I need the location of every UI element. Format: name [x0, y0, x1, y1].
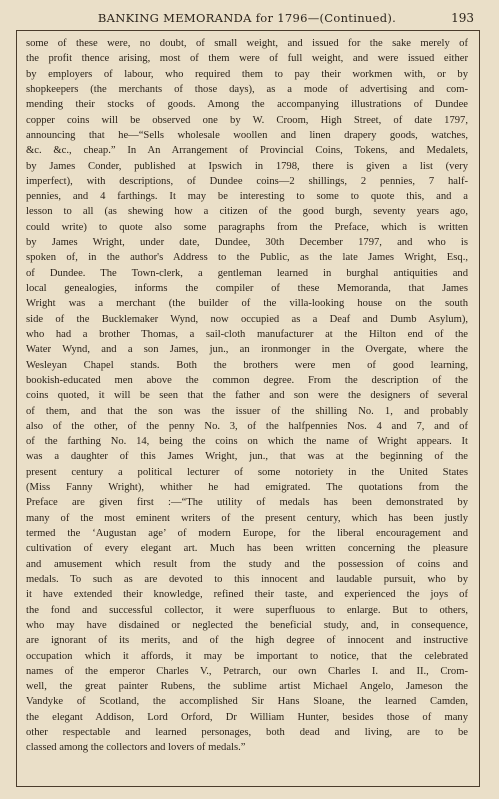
- text-line: present century a political lecturer of some notoriety in the United States: [26, 466, 468, 478]
- text-line: are ignorant of its merits, and of the high degree of innocent and instructive: [26, 635, 468, 647]
- text-line: the profit thence arising, most of them were of full weight, and were issued either: [26, 53, 468, 65]
- text-line: Wesleyan Chapel stands. Both the brothers were men of good learning,: [26, 359, 468, 371]
- text-line: other respectable and learned personages, both dead and living, are to be: [26, 727, 468, 739]
- text-line: by employers of labour, who required them to pay their workmen with, or by: [26, 68, 468, 80]
- text-line: could write) to quote also some paragraphs from the Preface, which is written: [26, 221, 468, 233]
- page-header: [16, 11, 478, 27]
- text-line: of Dundee. The Town-clerk, a gentleman learned in burghal antiquities and: [26, 267, 468, 279]
- text-line: bookish-educated men above the common degree. From the description of the: [26, 374, 468, 386]
- text-line: who had a brother Thomas, a sail-cloth manufacturer at the Hilton end of the: [26, 328, 468, 340]
- text-line: the fond and successful collector, it were superfluous to enlarge. But to others,: [26, 604, 468, 616]
- text-line: Preface are given first :—“The utility of medals has been demonstrated by: [26, 497, 468, 509]
- text-line: termed the ‘Augustan age’ of modern Europe, for the liberal encouragement and: [26, 528, 468, 539]
- text-line: the elegant Addison, Lord Orford, Dr William Hunter, besides those of many: [26, 711, 468, 723]
- text-line: occupation which it affords, it may be important to notice, that the celebrated: [26, 650, 468, 662]
- text-line: &c. &c., cheap.” In An Arrangement of Provincial Coins, Tokens, and Medalets,: [26, 145, 468, 157]
- text-line: imperfect), with descriptions, of Dundee coins—2 shillings, 2 pennies, 7 half-: [26, 175, 468, 187]
- text-line: side of the Bucklemaker Wynd, now occupied as a Deaf and Dumb Asylum),: [26, 313, 468, 325]
- text-line: some of these were, no doubt, of small weight, and issued for the sake merely of: [26, 38, 468, 49]
- text-line: Water Wynd, and a son James, jun., an ironmonger in the Overgate, where the: [26, 344, 468, 356]
- text-line: by James Conder, published at Ipswich in 1798, there is given a list (very: [26, 160, 468, 172]
- body-text: [26, 36, 468, 756]
- page-number: 193: [451, 11, 474, 25]
- text-line: Vandyke of Scotland, the accomplished Sir Hans Sloane, the learned Camden,: [26, 696, 468, 708]
- text-line: (Miss Fanny Wright), whither he had emigrated. The quotations from the: [26, 482, 468, 494]
- text-line: shopkeepers (the merchants of those days), as a mode of advertising and com-: [26, 83, 468, 95]
- text-line: also of the other, of the penny No. 3, of the halfpennies Nos. 4 and 7, and of: [26, 420, 468, 432]
- text-line: was a daughter of this James Wright, jun., that was at the beginning of the: [26, 451, 468, 463]
- text-line: and amusement which result from the study and the possession of coins and: [26, 558, 468, 570]
- text-line: who may have disdained or neglected the beneficial study, and, in consequence,: [26, 619, 468, 631]
- text-line: copper coins will be observed one by W. Croom, High Street, of date 1797,: [26, 114, 468, 126]
- text-line: well, the great painter Rubens, the sublime artist Michael Angelo, Jameson the: [26, 681, 468, 693]
- running-title: BANKING MEMORANDA for 1796—(Continued).: [97, 11, 397, 25]
- text-line: local genealogies, informs the compiler of these Memoranda, that James: [26, 283, 468, 294]
- text-line: of them, and that the son was the issuer of the shilling No. 1, and probably: [26, 405, 468, 417]
- text-line: cultivation of every elegant art. Much has been written concerning the pleasure: [26, 543, 468, 555]
- text-line: coins quoted, it will be seen that the father and son were the designers of several: [26, 390, 468, 402]
- text-line: many of the most eminent writers of the present century, which has been justly: [26, 512, 468, 524]
- text-line: lesson to all (as shewing how a citizen of the good burgh, seventy years ago,: [26, 206, 468, 218]
- text-line: spoken of, in the author's Address to the Public, as the late James Wright, Esq.,: [26, 252, 468, 264]
- text-line: by James Wright, under date, Dundee, 30th December 1797, and who is: [26, 237, 468, 249]
- text-line: of the farthing No. 14, being the coins on which the name of Wright appears. It: [26, 436, 468, 448]
- text-line: mending their stocks of goods. Among the accompanying illustrations of Dundee: [26, 99, 468, 111]
- text-line: Wright was a merchant (the builder of the villa-looking house on the south: [26, 298, 468, 310]
- text-line: announcing that he—“Sells wholesale woollen and linen drapery goods, watches,: [26, 129, 468, 141]
- text-line: names of the emperor Charles V., Petrarch, our own Charles I. and II., Crom-: [26, 665, 468, 677]
- text-line: medals. To such as are devoted to this innocent and laudable pursuit, who by: [26, 573, 468, 585]
- text-line: pennies, and 4 farthings. It may be interesting to some to quote this, and a: [26, 191, 468, 203]
- text-line: classed among the collectors and lovers of medals.”: [26, 742, 246, 754]
- text-line: it have extended their knowledge, refined their taste, and experienced the joys of: [26, 589, 468, 601]
